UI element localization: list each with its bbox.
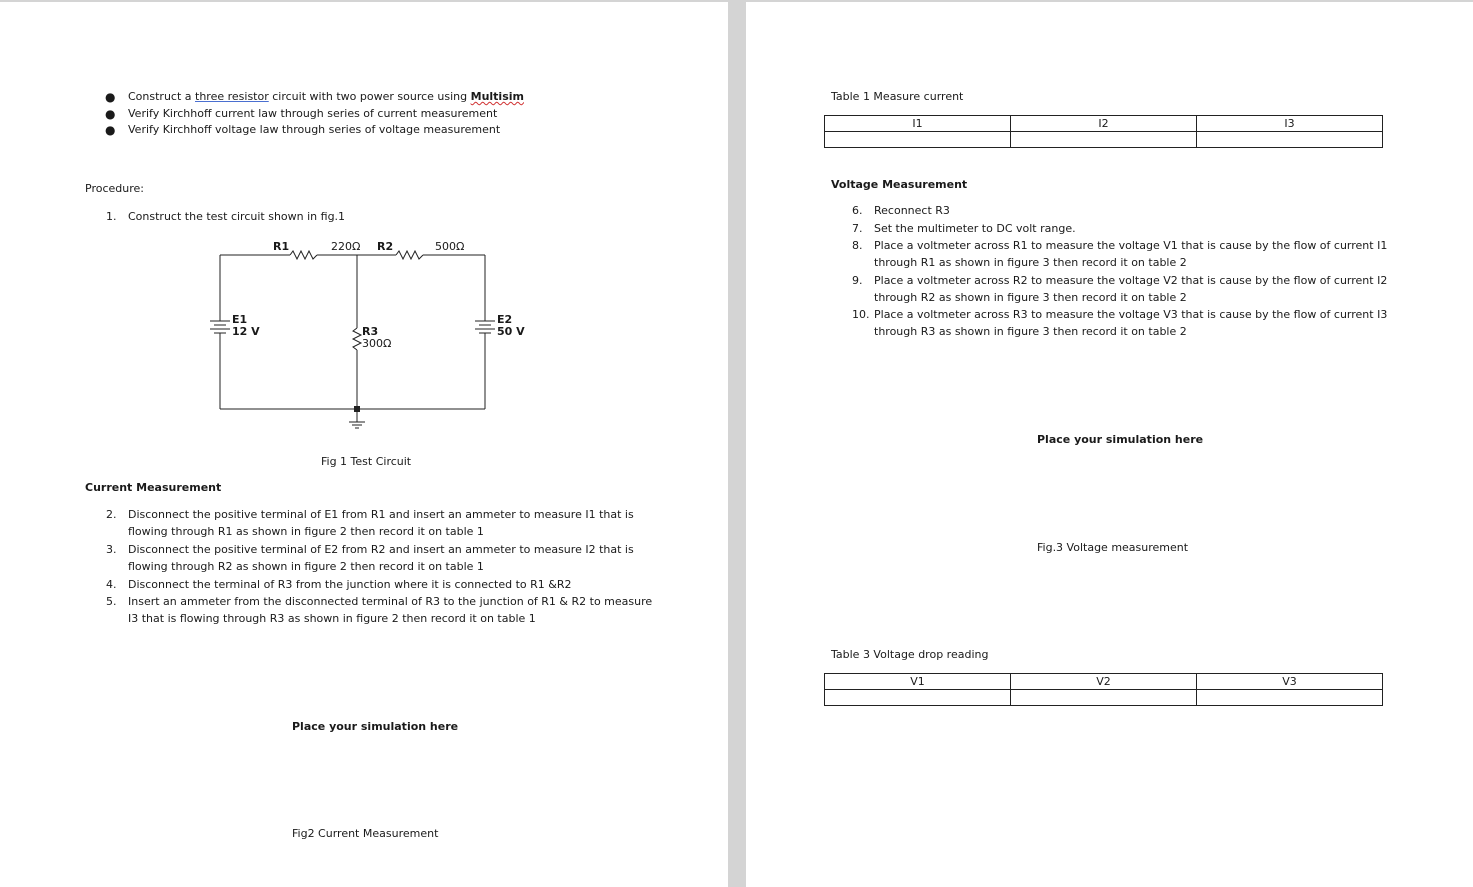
step-text: flowing through R2 as shown in figure 2 then record it on table 1 — [128, 560, 484, 573]
step-number: 2. — [106, 508, 117, 521]
step-number: 5. — [106, 595, 117, 608]
step-number: 3. — [106, 543, 117, 556]
r1-label: R1 — [273, 240, 290, 253]
junction-dot — [354, 406, 360, 412]
step-number: 4. — [106, 578, 117, 591]
table3-voltage — [824, 673, 1383, 706]
step-number: 10. — [852, 308, 870, 321]
r2-label: R2 — [377, 240, 394, 253]
objective-link-text: three resistor — [195, 90, 269, 103]
r1-value: 220Ω — [331, 240, 361, 253]
table-cell[interactable] — [1011, 690, 1197, 706]
table1-title: Table 1 Measure current — [831, 90, 964, 103]
step-text: through R2 as shown in figure 3 then record it on table 2 — [874, 291, 1187, 304]
r3-value: 300Ω — [362, 337, 392, 350]
ground-icon — [349, 422, 365, 428]
battery-e1-icon — [210, 321, 230, 333]
bullet-icon: ● — [105, 107, 116, 121]
step-text: Disconnect the positive terminal of E2 from R2 and insert an ammeter to measure I2 that is — [128, 543, 634, 556]
table-header-cell: I2 — [1011, 116, 1197, 132]
step-text: Disconnect the positive terminal of E1 from R1 and insert an ammeter to measure I1 that is — [128, 508, 634, 521]
document-page-right — [746, 2, 1473, 887]
test-circuit-diagram — [200, 234, 540, 439]
table-row — [825, 690, 1383, 706]
objective-text: Construct a — [128, 90, 196, 103]
table-cell[interactable] — [1197, 132, 1383, 148]
step-text: Set the multimeter to DC volt range. — [874, 222, 1076, 235]
table-header-row — [825, 674, 1383, 690]
step-number: 1. — [106, 210, 117, 223]
objective-item: Verify Kirchhoff current law through series of current measurement — [128, 107, 498, 120]
bullet-icon: ● — [105, 90, 116, 104]
step-text: through R1 as shown in figure 3 then record it on table 2 — [874, 256, 1187, 269]
step-text: I3 that is flowing through R3 as shown in figure 2 then record it on table 1 — [128, 612, 536, 625]
step-text: flowing through R1 as shown in figure 2 then record it on table 1 — [128, 525, 484, 538]
table-row — [825, 132, 1383, 148]
current-measurement-heading: Current Measurement — [85, 481, 222, 494]
fig3-caption: Fig.3 Voltage measurement — [1037, 541, 1189, 554]
table-cell[interactable] — [1197, 690, 1383, 706]
table-cell[interactable] — [825, 132, 1011, 148]
table-cell[interactable] — [1011, 132, 1197, 148]
table-header-cell: V2 — [1011, 674, 1197, 690]
step-text: through R3 as shown in figure 3 then record it on table 2 — [874, 325, 1187, 338]
objective-text: circuit with two power source using — [268, 90, 471, 103]
objective-item — [128, 90, 524, 103]
table-cell[interactable] — [825, 690, 1011, 706]
step-number: 8. — [852, 239, 863, 252]
step-number: 7. — [852, 222, 863, 235]
r2-value: 500Ω — [435, 240, 465, 253]
resistor-r2-icon — [396, 251, 423, 259]
table-header-row — [825, 116, 1383, 132]
e1-label: E1 — [232, 313, 248, 326]
e2-label: E2 — [497, 313, 513, 326]
resistor-r3-icon — [353, 328, 361, 350]
objective-brand-text: Multisim — [470, 90, 524, 103]
document-page-left — [0, 2, 728, 887]
step-text: Construct the test circuit shown in fig.1 — [128, 210, 346, 223]
fig1-caption: Fig 1 Test Circuit — [321, 455, 412, 468]
table-header-cell: I3 — [1197, 116, 1383, 132]
table3-title: Table 3 Voltage drop reading — [831, 648, 989, 661]
step-text: Reconnect R3 — [874, 204, 950, 217]
fig2-caption: Fig2 Current Measurement — [292, 827, 439, 840]
step-number: 6. — [852, 204, 863, 217]
bullet-icon: ● — [105, 123, 116, 137]
table-header-cell: V1 — [825, 674, 1011, 690]
simulation-placeholder: Place your simulation here — [292, 720, 459, 733]
e1-value: 12 V — [232, 325, 260, 338]
table-header-cell: V3 — [1197, 674, 1383, 690]
step-text: Insert an ammeter from the disconnected terminal of R3 to the junction of R1 & R2 to measure — [128, 595, 653, 608]
step-text: Place a voltmeter across R3 to measure the voltage V3 that is cause by the flow of current I3 — [874, 308, 1388, 321]
procedure-heading: Procedure: — [85, 182, 144, 195]
step-text: Place a voltmeter across R1 to measure the voltage V1 that is cause by the flow of current I1 — [874, 239, 1388, 252]
voltage-measurement-heading: Voltage Measurement — [831, 178, 968, 191]
step-number: 9. — [852, 274, 863, 287]
step-text: Place a voltmeter across R2 to measure the voltage V2 that is cause by the flow of current I2 — [874, 274, 1388, 287]
e2-value: 50 V — [497, 325, 525, 338]
r3-label: R3 — [362, 325, 379, 338]
simulation-placeholder: Place your simulation here — [1037, 433, 1204, 446]
battery-e2-icon — [475, 321, 495, 333]
step-text: Disconnect the terminal of R3 from the junction where it is connected to R1 &R2 — [128, 578, 572, 591]
table1-current — [824, 115, 1383, 148]
table-header-cell: I1 — [825, 116, 1011, 132]
resistor-r1-icon — [290, 251, 317, 259]
objective-item: Verify Kirchhoff voltage law through series of voltage measurement — [128, 123, 501, 136]
